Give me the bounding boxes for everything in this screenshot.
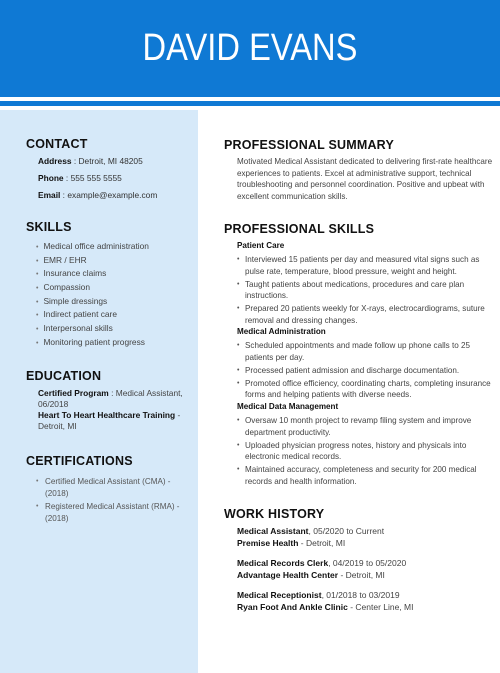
skill-group-title: Patient Care — [237, 241, 285, 250]
list-item: • Scheduled appointments and made follow up phone calls to 25 patients per day. — [237, 340, 499, 363]
list-item: • Uploaded physician progress notes, history and physicals into electronic medical records. — [237, 440, 499, 463]
list-item: • Compassion — [36, 281, 196, 295]
contact-address: Address : Detroit, MI 48205 — [38, 156, 143, 166]
list-item: • Simple dressings — [36, 295, 196, 309]
education-title: EDUCATION — [26, 369, 102, 383]
list-item: • Interpersonal skills — [36, 322, 196, 336]
list-item: • Promoted office efficiency, coordinating charts, completing insurance forms and helping patients with diverse needs. — [237, 378, 499, 401]
skill-group-bullets — [237, 415, 499, 489]
pro-skills-title: PROFESSIONAL SKILLS — [224, 222, 375, 236]
skills-list — [36, 240, 196, 350]
skill-group-bullets — [237, 340, 499, 402]
skill-group-bullets — [237, 254, 499, 328]
list-item: • Medical office administration — [36, 240, 196, 254]
skill-group-title: Medical Data Management — [237, 402, 339, 411]
skills-title: SKILLS — [26, 220, 72, 234]
certifications-title: CERTIFICATIONS — [26, 454, 133, 468]
list-item: • Interviewed 15 patients per day and measured vital signs such as pulse rate, temperature, blood pressure, weight and height. — [237, 254, 499, 277]
list-item: • Processed patient admission and discharge documentation. — [237, 365, 499, 377]
candidate-name: DAVID EVANS — [142, 27, 358, 69]
list-item: • Registered Medical Assistant (RMA) - (2018) — [36, 501, 186, 525]
list-item: • Prepared 20 patients weekly for X-rays, electrocardiograms, suture removal and dressing changes. — [237, 303, 499, 326]
contact-section — [38, 155, 193, 206]
job-entry: Medical Records Clerk, 04/2019 to 05/2020 Advantage Health Center - Detroit, MI — [237, 558, 407, 580]
work-title: WORK HISTORY — [224, 507, 325, 521]
list-item: • Taught patients about medications, procedures and care plan instructions. — [237, 279, 499, 302]
contact-phone: Phone : 555 555 5555 — [38, 173, 122, 184]
list-item: • Certified Medical Assistant (CMA) - (2018) — [36, 476, 186, 500]
list-item: • Maintained accuracy, completeness and security for 200 medical records and health information. — [237, 464, 499, 487]
list-item: • Oversaw 10 month project to revamp filing system and improve department productivity. — [237, 415, 499, 438]
header-divider — [0, 101, 500, 106]
header-banner — [0, 0, 500, 97]
list-item: • Insurance claims — [36, 267, 196, 281]
list-item: • Monitoring patient progress — [36, 336, 196, 350]
summary-text: Motivated Medical Assistant dedicated to delivering first-rate healthcare experiences to patients. Excel at administrative support, technical troubleshooting and personnel coordination. Positive and upbeat with excellent communication skills. — [237, 157, 493, 201]
job-entry: Medical Receptionist, 01/2018 to 03/2019 Ryan Foot And Ankle Clinic - Center Line, MI — [237, 590, 414, 612]
skill-group-title: Medical Administration — [237, 327, 326, 336]
list-item: • EMR / EHR — [36, 254, 196, 268]
certifications-list — [36, 476, 186, 526]
contact-email: Email : example@example.com — [38, 190, 158, 201]
contact-title: CONTACT — [26, 137, 88, 151]
education-entry: Certified Program : Medical Assistant, 06/2018 Heart To Heart Healthcare Training - Detroit, MI — [38, 388, 183, 431]
job-entry: Medical Assistant, 05/2020 to Current Premise Health - Detroit, MI — [237, 526, 385, 548]
list-item: • Indirect patient care — [36, 308, 196, 322]
summary-title: PROFESSIONAL SUMMARY — [224, 138, 394, 152]
